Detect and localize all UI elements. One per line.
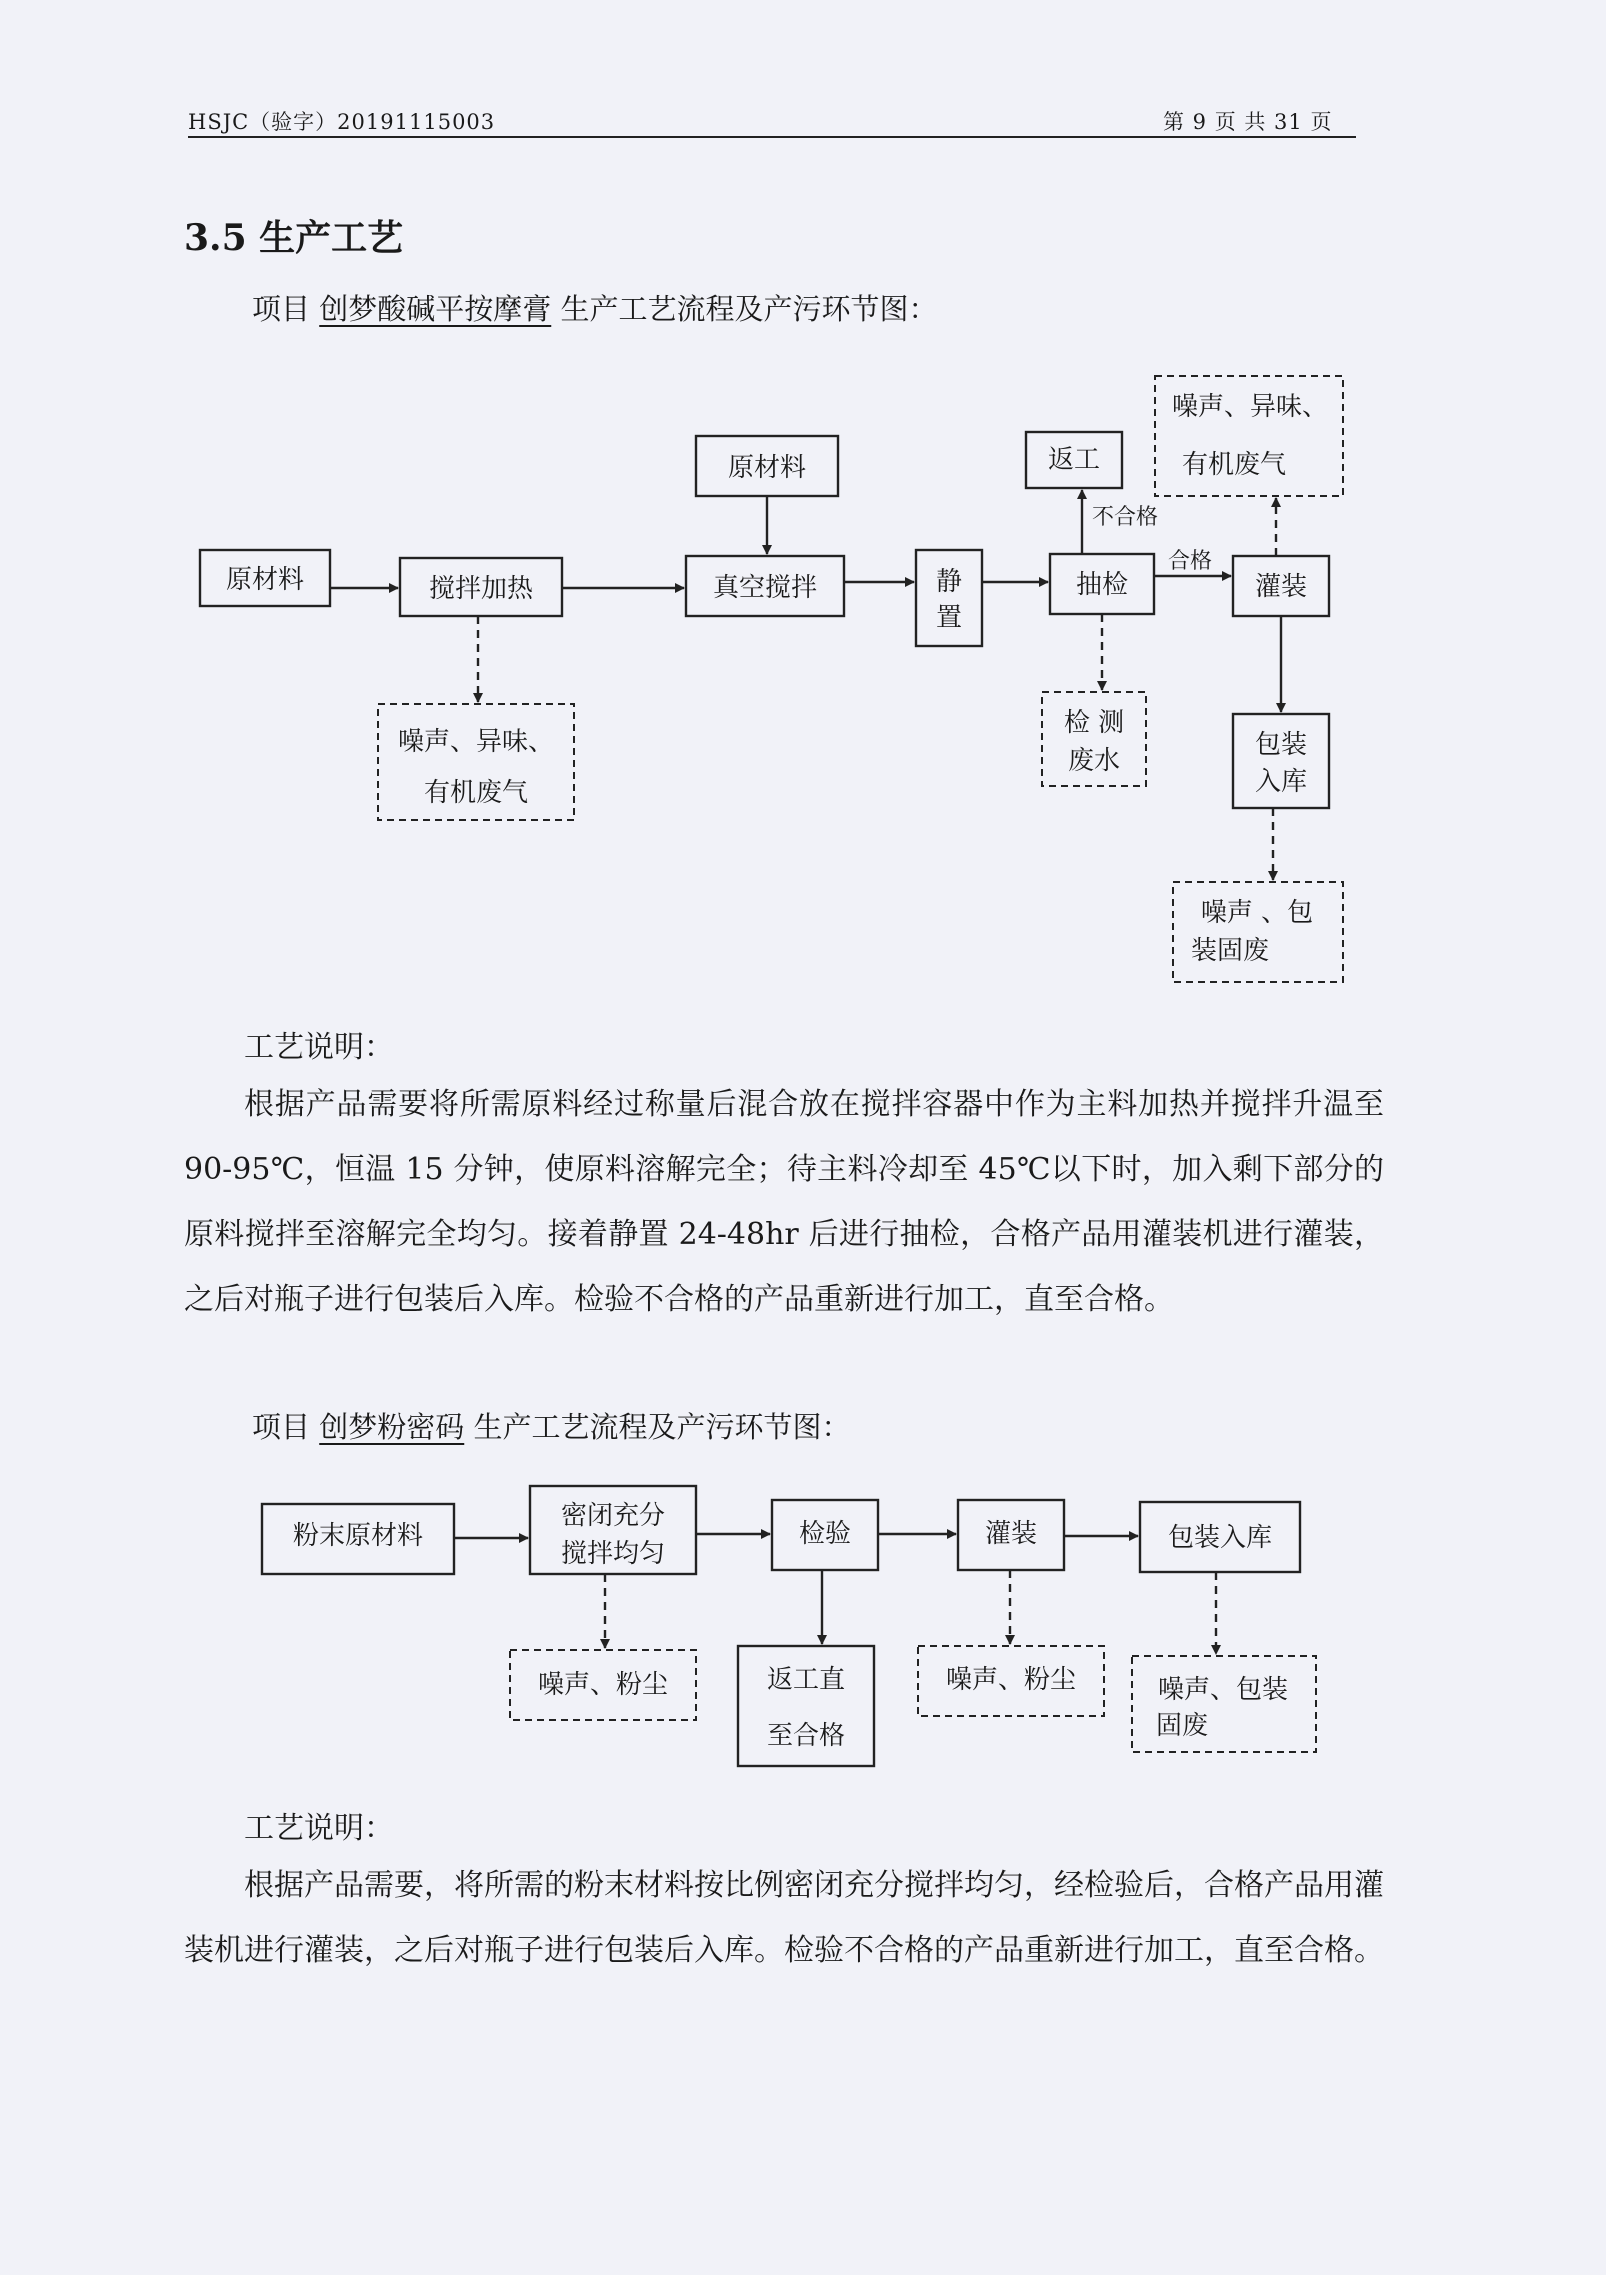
pollution-label: 废水 (1067, 746, 1121, 776)
node-label: 返工 (1047, 445, 1101, 475)
node-label: 搅拌均匀 (560, 1539, 666, 1569)
process-desc-2 (184, 1853, 1384, 1983)
process-desc-text-2: 根据产品需要，将所需的粉末材料按比例密闭充分搅拌均匀，经检验后，合格产品用灌装机进行灌装，之后对瓶子进行包装后入库。检验不合格的产品重新进行加工，直至合格。 (184, 1868, 1384, 1968)
pollution-label: 检 测 (1063, 708, 1125, 738)
process-flow-diagram-2 (0, 1470, 1606, 1790)
project2-name: 创梦粉密码 (319, 1410, 465, 1444)
node-label: 返工直 (766, 1665, 846, 1695)
project2-title (252, 1405, 850, 1446)
pollution-label: 噪声、粉尘 (537, 1670, 669, 1700)
node-label: 灌装 (1254, 572, 1308, 602)
pollution-label: 噪声、异味、 (1171, 392, 1329, 422)
node-label: 密闭充分 (560, 1501, 666, 1531)
node-label: 入库 (1254, 767, 1308, 797)
project1-suffix: 生产工艺流程及产污环节图： (560, 292, 938, 326)
project1-title (252, 287, 937, 328)
pollution-label: 有机废气 (423, 778, 529, 808)
node-label: 灌装 (984, 1519, 1038, 1549)
project1-prefix: 项目 (252, 292, 311, 326)
process-flow-diagram-1 (0, 360, 1606, 1000)
project2-suffix: 生产工艺流程及产污环节图： (473, 1410, 851, 1444)
process-desc-title-1: 工艺说明： (244, 1030, 394, 1065)
edge-label-pass: 合格 (1168, 549, 1213, 574)
process-desc-title-2: 工艺说明： (244, 1811, 394, 1846)
node-label: 包装入库 (1167, 1523, 1273, 1553)
pollution-label: 噪声、异味、 (397, 727, 555, 757)
node-label: 至合格 (766, 1721, 846, 1751)
pollution-label: 装固废 (1190, 936, 1270, 966)
node-label: 包装 (1254, 730, 1308, 760)
node-label: 检验 (798, 1519, 852, 1549)
pollution-label: 有机废气 (1181, 450, 1287, 480)
page-number: 第 9 页 共 31 页 (1163, 110, 1333, 134)
project1-name: 创梦酸碱平按摩膏 (319, 292, 552, 326)
document-number: HSJC（验字）20191115003 (188, 110, 496, 134)
edge-label-fail: 不合格 (1092, 505, 1159, 530)
node-label: 搅拌加热 (428, 574, 534, 604)
node-label: 静 (935, 567, 963, 597)
process-desc-text-1: 根据产品需要将所需原料经过称量后混合放在搅拌容器中作为主料加热并搅拌升温至 90-95℃，恒温 15 分钟，使原料溶解完全；待主料冷却至 45℃以下时，加入剩下部分的原料搅拌至溶解完全均匀。接着静置 24-48hr 后进行抽检，合格产品用灌装机进行灌装，之后对瓶子进行包装后入库。检验不合格的产品重新进行加工，直至合格。 (184, 1087, 1384, 1317)
node-label: 原材料 (225, 565, 305, 595)
node-label: 真空搅拌 (712, 573, 818, 603)
pollution-label: 噪声、包装 (1157, 1675, 1289, 1705)
project2-prefix: 项目 (252, 1410, 311, 1444)
node-label: 抽检 (1075, 570, 1129, 600)
pollution-label: 噪声 、包 (1200, 898, 1314, 928)
node-label: 粉末原材料 (292, 1521, 424, 1551)
node-label: 置 (935, 603, 963, 633)
header-divider (188, 136, 1356, 138)
process-desc-1 (184, 1072, 1384, 1332)
node-label: 原材料 (727, 453, 807, 483)
section-title: 3.5 生产工艺 (184, 217, 404, 259)
pollution-pack (1173, 882, 1343, 982)
pollution-label: 噪声、粉尘 (945, 1665, 1077, 1695)
pollution-label: 固废 (1155, 1711, 1209, 1741)
